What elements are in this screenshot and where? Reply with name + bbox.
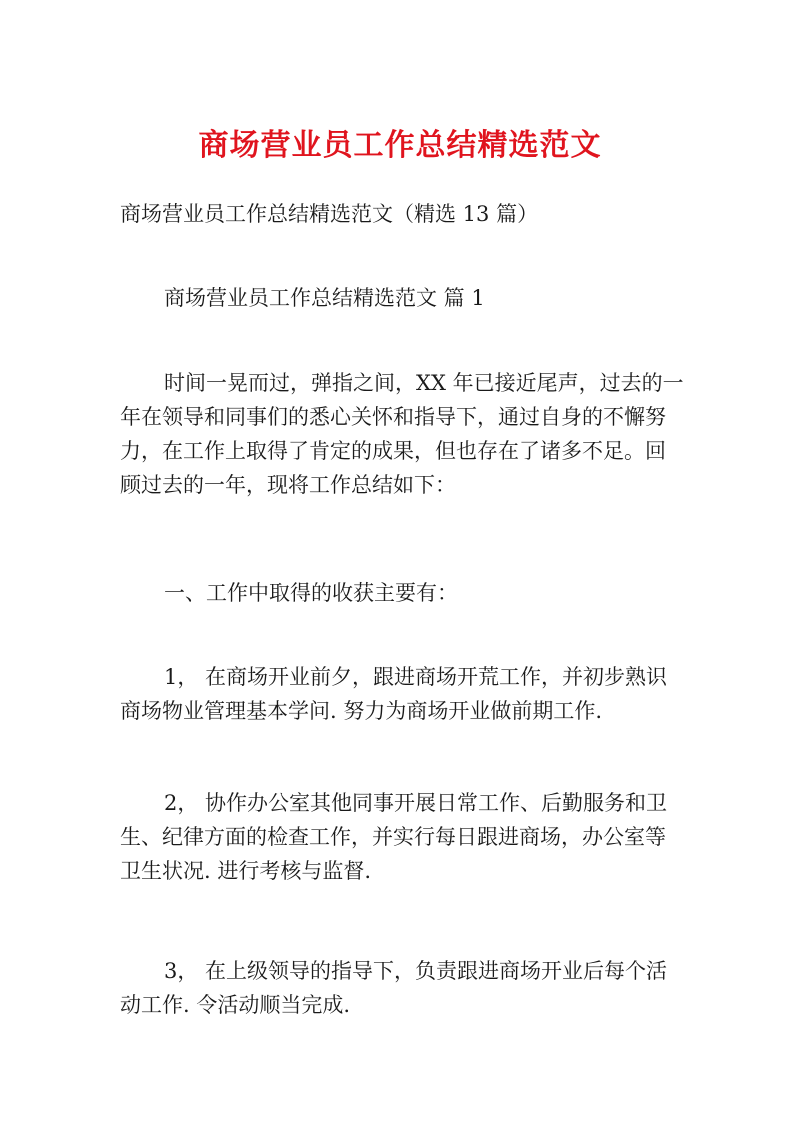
paragraph-line: 时间一晃而过，弹指之间，XX 年已接近尾声，过去的一 bbox=[164, 371, 684, 395]
section-heading: 商场营业员工作总结精选范文 篇 1 bbox=[164, 286, 485, 310]
paragraph-line: 卫生状况. 进行考核与监督. bbox=[120, 859, 372, 883]
paragraph-line: 3， 在上级领导的指导下，负责跟进商场开业后每个活 bbox=[164, 959, 668, 983]
paragraph-item-3 bbox=[120, 954, 680, 1022]
paragraph-line: 一、工作中取得的收获主要有： bbox=[164, 581, 458, 605]
paragraph-intro bbox=[120, 366, 684, 502]
paragraph-line: 生、纪律方面的检查工作，并实行每日跟进商场，办公室等 bbox=[120, 825, 666, 849]
paragraph-item-2 bbox=[120, 786, 680, 888]
paragraph-line: 1， 在商场开业前夕，跟进商场开荒工作，并初步熟识 bbox=[164, 665, 668, 689]
paragraph-gains-heading bbox=[120, 576, 680, 610]
paragraph-line: 顾过去的一年，现将工作总结如下： bbox=[120, 473, 456, 497]
paragraph-item-1 bbox=[120, 660, 680, 728]
document-title: 商场营业员工作总结精选范文 bbox=[198, 128, 602, 163]
paragraph-line: 动工作. 令活动顺当完成. bbox=[120, 993, 351, 1017]
paragraph-line: 力，在工作上取得了肯定的成果，但也存在了诸多不足。回 bbox=[120, 439, 666, 463]
paragraph-line: 2， 协作办公室其他同事开展日常工作、后勤服务和卫 bbox=[164, 791, 668, 815]
document-subtitle: 商场营业员工作总结精选范文（精选 13 篇） bbox=[120, 202, 539, 226]
paragraph-line: 年在领导和同事们的悉心关怀和指导下，通过自身的不懈努 bbox=[120, 405, 666, 429]
paragraph-line: 商场物业管理基本学问. 努力为商场开业做前期工作. bbox=[120, 699, 603, 723]
